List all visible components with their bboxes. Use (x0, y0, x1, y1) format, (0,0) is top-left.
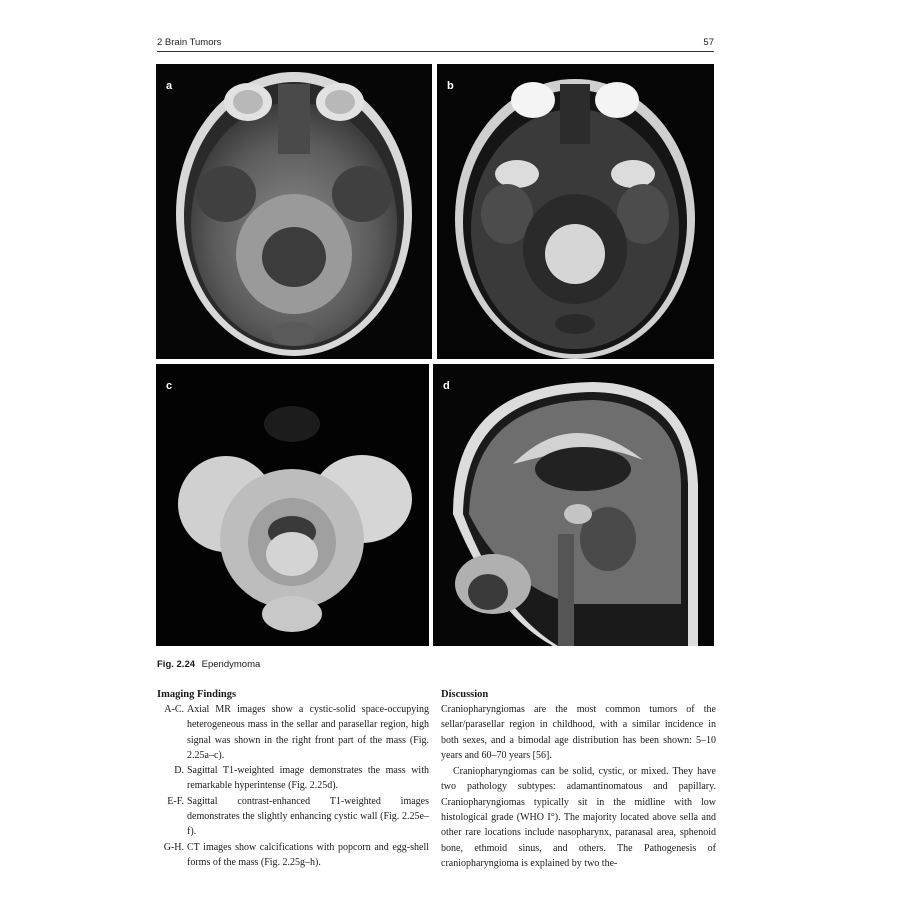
finding-item (157, 702, 429, 763)
figure-panel-c (156, 364, 429, 646)
finding-item (157, 794, 429, 840)
finding-text: Axial MR images show a cystic-solid space-occupying heterogeneous mass in the sellar and parasellar region, high signal was shown in the right front part of the mass (Fig. 2.25a–c). (187, 704, 429, 761)
figure-caption-text: Ependymoma (201, 659, 261, 670)
finding-item (157, 840, 429, 871)
discussion-paragraph: Craniopharyngiomas can be solid, cystic, or mixed. They have two pathology subtypes: adamantinomatous and papillary. Craniopharyngiomas typically sit in the midline with low histological grade (WHO I°). The majority located above sella and other rare locations include nasopharynx, paranasal area, sphenoid bone, ethmoid sinus, and others. The Pathogenesis of craniopharyngioma is explained by two the- (441, 766, 716, 869)
panel-label-d: d (443, 380, 450, 392)
mri-sagittal-t1-image (433, 364, 714, 646)
finding-key: A-C. (164, 704, 184, 715)
finding-text: Sagittal T1-weighted image demonstrates the mass with remarkable hyperintense (Fig. 2.25d). (187, 765, 429, 792)
discussion-section (441, 688, 716, 871)
chapter-title: 2 Brain Tumors (157, 37, 222, 48)
finding-key: G-H. (163, 841, 184, 853)
figure-panel-b (437, 64, 714, 359)
panel-label-a: a (166, 80, 173, 92)
discussion-heading: Discussion (441, 689, 489, 700)
figure-panel-d (433, 364, 714, 646)
finding-item (157, 763, 429, 794)
discussion-paragraph: Craniopharyngiomas are the most common tumors of the sellar/parasellar region in childhood, with a similar incidence in both sexes, and a bimodal age distribution has been shown: 5–10 years and 60–70 years [56]. (441, 704, 716, 761)
imaging-findings-heading: Imaging Findings (157, 689, 237, 700)
figure-panel-a (156, 64, 432, 359)
finding-text: Sagittal contrast-enhanced T1-weighted images demonstrates the slightly enhancing cystic wall (Fig. 2.25e–f). (187, 795, 429, 838)
mri-axial-t1-image (156, 64, 432, 359)
page-number: 57 (703, 37, 714, 48)
figure-number: Fig. 2.24 (157, 659, 196, 670)
panel-label-b: b (447, 80, 454, 92)
finding-key: D. (174, 765, 184, 777)
mri-axial-dwi-image (156, 364, 429, 646)
panel-label-c: c (166, 380, 173, 392)
imaging-findings-section (157, 688, 429, 870)
mri-axial-t2-image (437, 64, 714, 359)
finding-text: CT images show calcifications with popcorn and egg-shell forms of the mass (Fig. 2.25g–h). (187, 841, 429, 868)
figure-caption (157, 659, 260, 670)
finding-key: E-F. (167, 795, 184, 807)
running-head (157, 37, 714, 51)
header-rule (157, 51, 714, 52)
